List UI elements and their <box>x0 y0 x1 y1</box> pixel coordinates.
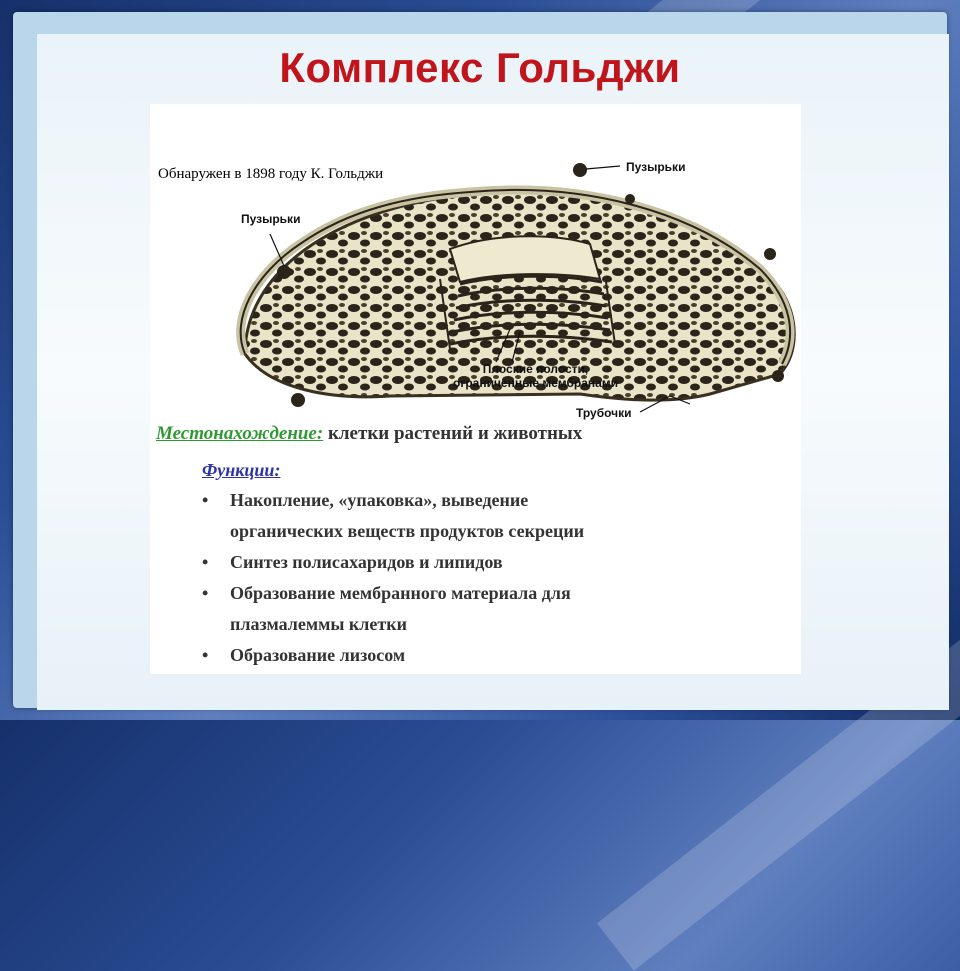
function-text: Образование лизосом <box>230 645 406 665</box>
location-text: клетки растений и животных <box>323 423 583 444</box>
function-text: Синтез полисахаридов и липидов <box>230 552 503 572</box>
vesicle <box>772 370 784 382</box>
vesicle <box>764 248 776 260</box>
functions-list <box>202 460 584 671</box>
bullet: • <box>202 490 209 510</box>
location-heading: Местонахождение: <box>156 423 324 444</box>
location-line <box>156 423 582 445</box>
vesicle <box>291 393 305 407</box>
vesicle <box>573 163 587 177</box>
list-item <box>202 640 584 671</box>
label-flat-cavities <box>453 362 618 390</box>
discovery-note: Обнаружен в 1898 году К. Гольджи <box>158 166 384 182</box>
vesicle <box>625 194 635 204</box>
vesicle <box>277 265 291 279</box>
bullet: • <box>202 552 209 572</box>
content-panel <box>150 104 801 674</box>
label-tubules: Трубочки <box>576 406 632 420</box>
list-item <box>202 485 584 547</box>
slide-title: Комплекс Гольджи <box>279 44 681 91</box>
function-text: плазмалеммы клетки <box>230 614 407 634</box>
label-vesicles-top: Пузырьки <box>626 160 686 174</box>
label-flat-cavities-line1: Плоские полости, <box>482 362 589 376</box>
list-item <box>202 547 584 578</box>
function-text: органических веществ продуктов секреции <box>230 521 585 541</box>
functions-heading: Функции: <box>202 460 281 480</box>
bullet: • <box>202 583 209 603</box>
bullet: • <box>202 645 209 665</box>
label-flat-cavities-line2: ограниченные мембранами <box>453 376 619 390</box>
function-text: Накопление, «упаковка», выведение <box>230 490 529 510</box>
function-text: Образование мембранного материала для <box>230 583 571 603</box>
list-item <box>202 578 584 640</box>
label-vesicles-left: Пузырьки <box>241 212 301 226</box>
